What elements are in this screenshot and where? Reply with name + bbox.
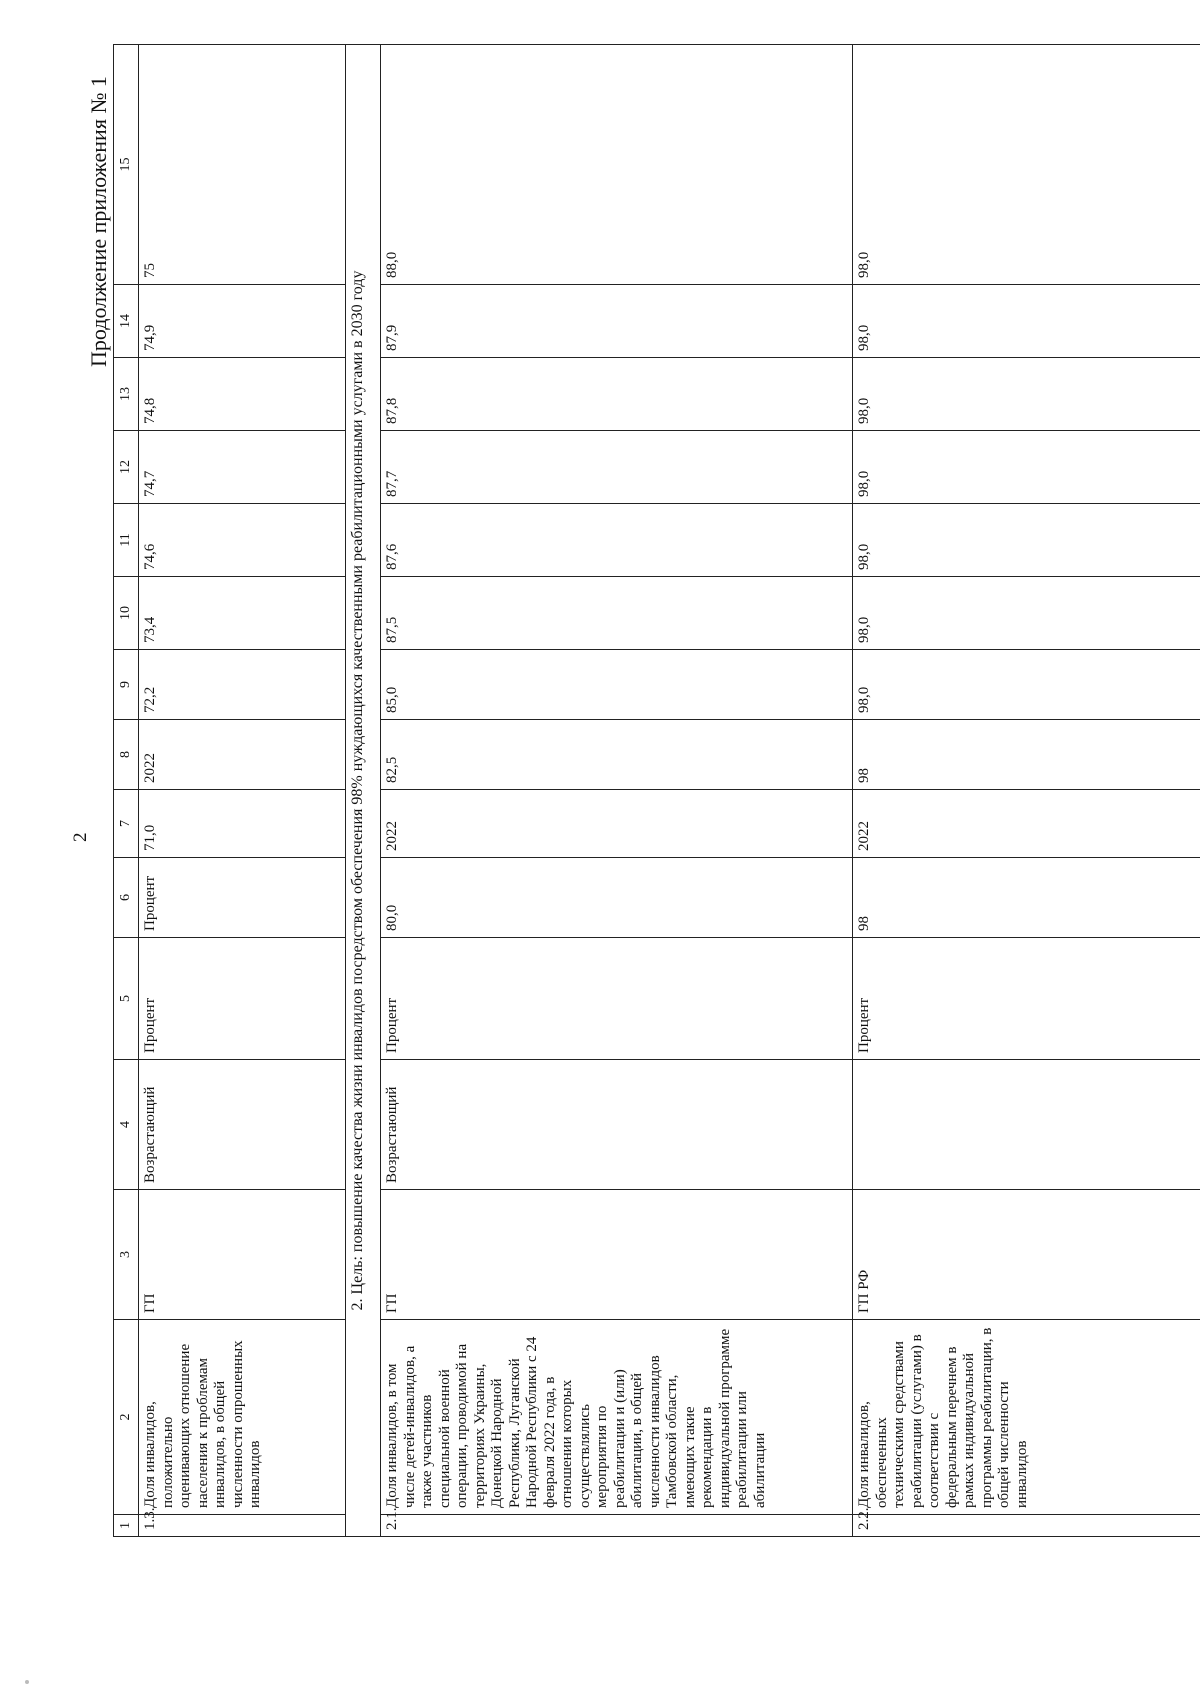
cell-value: 88,0	[381, 45, 853, 285]
cell-value: 72,2	[139, 650, 346, 720]
header-cell: 2	[114, 1320, 139, 1515]
cell-base-value: 80,0	[381, 858, 853, 938]
cell-value: 74,9	[139, 285, 346, 358]
cell-trend: Возрастающий	[381, 1060, 853, 1190]
header-cell: 7	[114, 790, 139, 858]
cell-level: ГП	[381, 1190, 853, 1320]
header-row	[114, 45, 139, 1537]
cell-unit: Процент	[381, 938, 853, 1060]
cell-value: 82,5	[381, 720, 853, 790]
cell-unit: Процент	[853, 938, 1200, 1060]
table-row	[853, 45, 1200, 1537]
header-cell: 14	[114, 285, 139, 358]
header-cell: 15	[114, 45, 139, 285]
cell-value: 98,0	[853, 431, 1200, 504]
cell-trend	[853, 1060, 1200, 1190]
cell-number: 2.2.	[853, 1515, 1200, 1537]
cell-base-value: Процент	[139, 858, 346, 938]
cell-value: 2022	[853, 790, 1200, 858]
header-cell: 4	[114, 1060, 139, 1190]
header-cell: 3	[114, 1190, 139, 1320]
scan-speck	[25, 1680, 29, 1684]
cell-value: 2022	[139, 720, 346, 790]
cell-unit: Процент	[139, 938, 346, 1060]
cell-value: 85,0	[381, 650, 853, 720]
cell-value: 75	[139, 45, 346, 285]
cell-value: 87,6	[381, 504, 853, 577]
cell-trend: Возрастающий	[139, 1060, 346, 1190]
cell-value: 2022	[381, 790, 853, 858]
header-cell: 8	[114, 720, 139, 790]
goal-row	[346, 45, 381, 1537]
cell-value: 98	[853, 720, 1200, 790]
header-cell: 6	[114, 858, 139, 938]
cell-value: 98,0	[853, 285, 1200, 358]
cell-value: 98,0	[853, 577, 1200, 650]
cell-value: 74,7	[139, 431, 346, 504]
cell-indicator-name: Доля инвалидов, в том числе детей-инвалидов, а также участников специальной военной операции, проводимой на территориях Украины, Донецкой Народной Республики, Луганской Народной Республики с 24 февраля 2022 года, в отношении которых осуществлялись мероприятия по реабилитации и (или) абилитации, в общей численности инвалидов Тамбовской области, имеющих такие рекомендации в индивидуальной программе реабилитации или абилитации	[381, 1320, 853, 1515]
cell-value: 87,5	[381, 577, 853, 650]
cell-value: 98,0	[853, 504, 1200, 577]
table-row	[381, 45, 853, 1537]
cell-value: 98,0	[853, 650, 1200, 720]
goal-text: 2. Цель: повышение качества жизни инвалидов посредством обеспечения 98% нуждающихся качественными реабилитационными услугами в 2030 году	[346, 45, 381, 1537]
header-cell: 9	[114, 650, 139, 720]
header-cell: 11	[114, 504, 139, 577]
indicators-table	[113, 44, 1200, 1537]
table-row	[139, 45, 346, 1537]
cell-value: 87,8	[381, 358, 853, 431]
header-cell: 5	[114, 938, 139, 1060]
continuation-title: Продолжение приложения № 1	[86, 76, 111, 367]
cell-indicator-name: Доля инвалидов, положительно оценивающих отношение населения к проблемам инвалидов, в общей численности опрошенных инвалидов	[139, 1320, 346, 1515]
cell-value: 71,0	[139, 790, 346, 858]
header-cell: 10	[114, 577, 139, 650]
cell-number: 2.1.	[381, 1515, 853, 1537]
cell-value: 87,9	[381, 285, 853, 358]
header-cell: 1	[114, 1515, 139, 1537]
header-cell: 13	[114, 358, 139, 431]
cell-value: 73,4	[139, 577, 346, 650]
cell-value: 74,6	[139, 504, 346, 577]
cell-value: 74,8	[139, 358, 346, 431]
cell-level: ГП РФ	[853, 1190, 1200, 1320]
cell-value: 98,0	[853, 358, 1200, 431]
cell-base-value: 98	[853, 858, 1200, 938]
cell-level: ГП	[139, 1190, 346, 1320]
header-cell: 12	[114, 431, 139, 504]
cell-value: 98,0	[853, 45, 1200, 285]
page-number: 2	[70, 832, 91, 842]
cell-value: 87,7	[381, 431, 853, 504]
cell-indicator-name: Доля инвалидов, обеспеченных техническими средствами реабилитации (услугами) в соответствии с федеральным перечнем в рамках индивидуальной программы реабилитации, в общей численности инвалидов	[853, 1320, 1200, 1515]
cell-number: 1.3.	[139, 1515, 346, 1537]
